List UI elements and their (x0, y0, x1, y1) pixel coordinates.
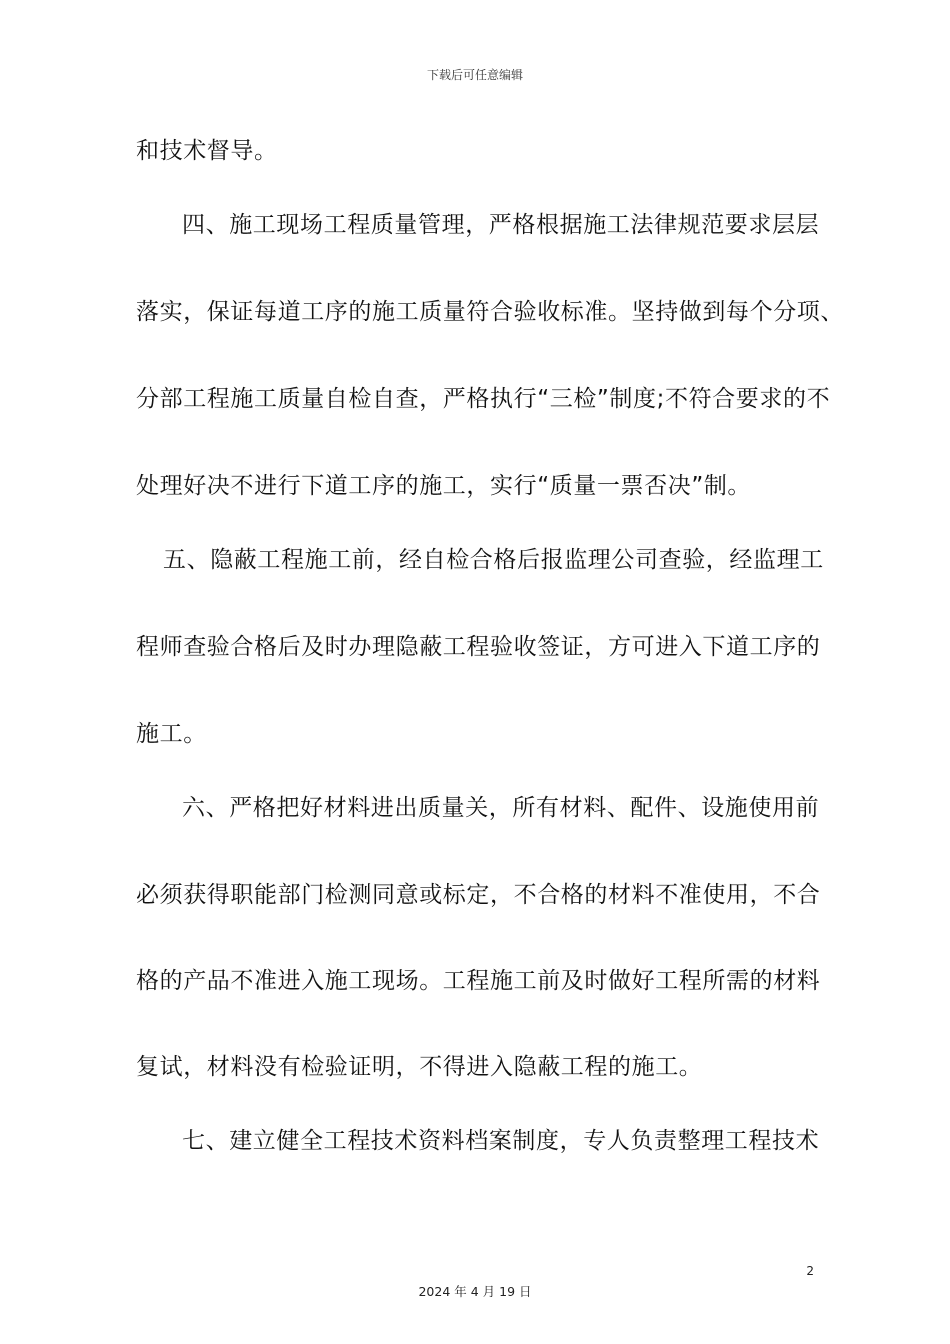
body-line: 程师查验合格后及时办理隐蔽工程验收签证，方可进入下道工序的 (136, 634, 821, 660)
body-line: 和技术督导。 (136, 138, 278, 164)
body-line: 必须获得职能部门检测同意或标定，不合格的材料不准使用，不合 (136, 882, 821, 908)
page-header: 下载后可任意编辑 (426, 68, 523, 82)
body-line: 四、施工现场工程质量管理，严格根据施工法律规范要求层层 (182, 212, 820, 238)
body-line: 六、严格把好材料进出质量关，所有材料、配件、设施使用前 (182, 795, 820, 821)
body-line: 格的产品不准进入施工现场。工程施工前及时做好工程所需的材料 (136, 968, 821, 994)
body-line: 分部工程施工质量自检自查，严格执行“三检”制度;不符合要求的不 (136, 386, 831, 412)
footer-date: 2024 年 4 月 19 日 (418, 1284, 532, 1299)
body-line: 施工。 (136, 721, 207, 747)
page-number: 2 (806, 1264, 814, 1278)
body-line: 落实，保证每道工序的施工质量符合验收标准。坚持做到每个分项、 (136, 299, 844, 325)
body-line: 七、建立健全工程技术资料档案制度，专人负责整理工程技术 (182, 1128, 820, 1154)
body-line: 复试，材料没有检验证明，不得进入隐蔽工程的施工。 (136, 1054, 703, 1080)
body-line: 处理好决不进行下道工序的施工，实行“质量一票否决”制。 (136, 473, 752, 499)
body-line: 五、隐蔽工程施工前，经自检合格后报监理公司查验，经监理工 (163, 547, 824, 573)
